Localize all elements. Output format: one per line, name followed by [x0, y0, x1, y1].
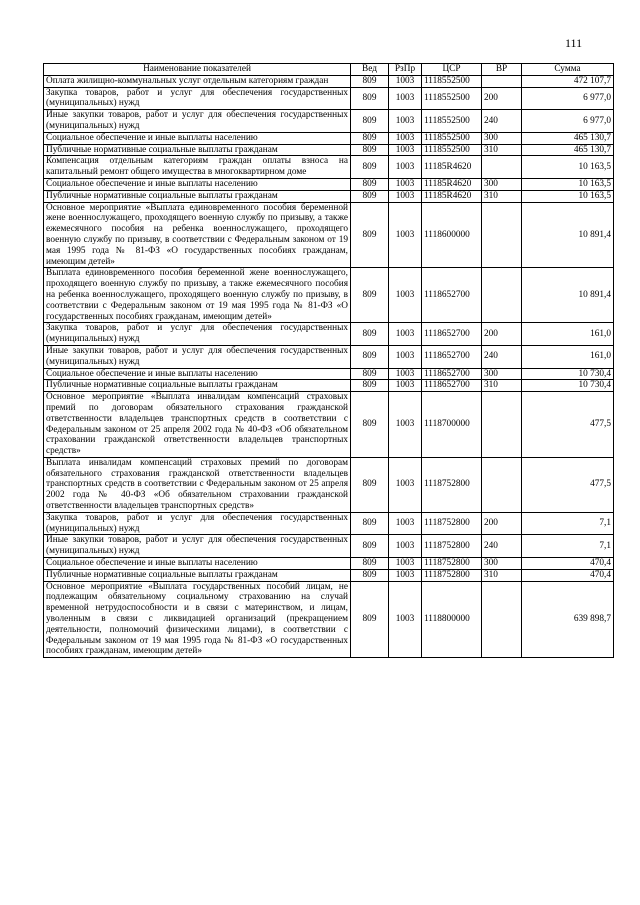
cell-csr: 1118652700: [422, 345, 482, 368]
cell-vr: 310: [482, 380, 522, 392]
cell-ved: 809: [351, 202, 389, 268]
cell-ved: 809: [351, 457, 389, 512]
cell-name: Основное мероприятие «Выплата государственных пособий лицам, не подлежащим обязательному социальному страхованию на случай временной нетрудоспособности и в связи с материнством, и лицам, уволенным в связи с ликвидацией организаций (прекращением деятельности, полномочий физическими лицами), в соответствии с Федеральным законом от 19 мая 1995 года № 81-ФЗ «О государственных пособиях гражданам, имеющим детей»: [44, 581, 351, 658]
table-row: [44, 190, 614, 202]
cell-csr: 1118652700: [422, 368, 482, 380]
cell-name: Основное мероприятие «Выплата инвалидам компенсаций страховых премий по договорам обязательного страхования гражданской ответственности владельцев транспортных средств в соответствии с Федеральным законом от 25 апреля 2002 года № 40-ФЗ «Об обязательном страховании гражданской ответственности владельцев транспортных средств»: [44, 392, 351, 458]
cell-sum: 10 163,5: [522, 178, 614, 190]
cell-rzpr: 1003: [389, 323, 422, 346]
cell-name: Основное мероприятие «Выплата единовременного пособия беременной жене военнослужащего, проходящего военную службу по призыву, а также ежемесячного пособия на ребенка военнослужащего, проходящего военную службу по призыву, в соответствии с Федеральным законом от 19 мая 1995 года № 81-ФЗ «О государственных пособиях гражданам, имеющим детей»: [44, 202, 351, 268]
cell-ved: 809: [351, 87, 389, 110]
cell-rzpr: 1003: [389, 110, 422, 133]
cell-sum: 477,5: [522, 392, 614, 458]
cell-vr: 240: [482, 110, 522, 133]
col-header-name: Наименование показателей: [44, 64, 351, 76]
cell-vr: 310: [482, 190, 522, 202]
table-header-row: [44, 64, 614, 76]
cell-vr: 200: [482, 87, 522, 110]
cell-vr: [482, 268, 522, 323]
cell-sum: 472 107,7: [522, 75, 614, 87]
cell-rzpr: 1003: [389, 156, 422, 179]
cell-csr: 1118700000: [422, 392, 482, 458]
cell-name: Публичные нормативные социальные выплаты гражданам: [44, 144, 351, 156]
budget-table: [43, 63, 614, 658]
cell-ved: 809: [351, 190, 389, 202]
cell-rzpr: 1003: [389, 132, 422, 144]
cell-name: Закупка товаров, работ и услуг для обеспечения государственных (муниципальных) нужд: [44, 87, 351, 110]
cell-name: Иные закупки товаров, работ и услуг для обеспечения государственных (муниципальных) нужд: [44, 535, 351, 558]
col-header-sum: Сумма: [522, 64, 614, 76]
cell-name: Социальное обеспечение и иные выплаты населению: [44, 368, 351, 380]
table-row: [44, 202, 614, 268]
cell-vr: 300: [482, 558, 522, 570]
cell-vr: [482, 457, 522, 512]
cell-ved: 809: [351, 345, 389, 368]
cell-sum: 10 730,4: [522, 380, 614, 392]
cell-ved: 809: [351, 132, 389, 144]
cell-csr: 1118600000: [422, 202, 482, 268]
cell-vr: [482, 202, 522, 268]
table-row: [44, 144, 614, 156]
cell-sum: 470,4: [522, 569, 614, 581]
cell-csr: 1118752800: [422, 558, 482, 570]
cell-vr: 300: [482, 368, 522, 380]
cell-ved: 809: [351, 75, 389, 87]
table-row: [44, 268, 614, 323]
cell-vr: 200: [482, 323, 522, 346]
cell-name: Закупка товаров, работ и услуг для обеспечения государственных (муниципальных) нужд: [44, 512, 351, 535]
cell-sum: 10 891,4: [522, 268, 614, 323]
cell-csr: 1118652700: [422, 268, 482, 323]
cell-rzpr: 1003: [389, 268, 422, 323]
table-row: [44, 569, 614, 581]
cell-sum: 161,0: [522, 323, 614, 346]
col-header-ved: Вед: [351, 64, 389, 76]
cell-name: Оплата жилищно-коммунальных услуг отдельным категориям граждан: [44, 75, 351, 87]
cell-ved: 809: [351, 558, 389, 570]
cell-sum: 477,5: [522, 457, 614, 512]
cell-rzpr: 1003: [389, 457, 422, 512]
col-header-csr: ЦСР: [422, 64, 482, 76]
cell-csr: 1118800000: [422, 581, 482, 658]
cell-csr: 1118752800: [422, 457, 482, 512]
cell-rzpr: 1003: [389, 535, 422, 558]
cell-vr: 310: [482, 569, 522, 581]
cell-ved: 809: [351, 380, 389, 392]
cell-ved: 809: [351, 268, 389, 323]
cell-sum: 470,4: [522, 558, 614, 570]
table-row: [44, 345, 614, 368]
cell-sum: 161,0: [522, 345, 614, 368]
table-row: [44, 87, 614, 110]
cell-rzpr: 1003: [389, 87, 422, 110]
cell-name: Выплата единовременного пособия беременной жене военнослужащего, проходящего военную службу по призыву, а также ежемесячного пособия на ребенка военнослужащего, проходящего военную службу по призыву, в соответствии с Федеральным законом от 19 мая 1995 года № 81-ФЗ «О государственных пособиях гражданам, имеющим детей»: [44, 268, 351, 323]
cell-name: Социальное обеспечение и иные выплаты населению: [44, 558, 351, 570]
cell-vr: [482, 75, 522, 87]
cell-sum: 7,1: [522, 512, 614, 535]
cell-vr: [482, 156, 522, 179]
cell-rzpr: 1003: [389, 569, 422, 581]
cell-vr: 240: [482, 535, 522, 558]
cell-ved: 809: [351, 323, 389, 346]
table-row: [44, 392, 614, 458]
cell-rzpr: 1003: [389, 345, 422, 368]
cell-name: Публичные нормативные социальные выплаты гражданам: [44, 569, 351, 581]
cell-vr: 300: [482, 178, 522, 190]
cell-rzpr: 1003: [389, 392, 422, 458]
cell-csr: 1118752800: [422, 512, 482, 535]
cell-ved: 809: [351, 392, 389, 458]
cell-sum: 6 977,0: [522, 110, 614, 133]
page-number: 111: [565, 36, 583, 50]
table-row: [44, 380, 614, 392]
cell-ved: 809: [351, 110, 389, 133]
cell-name: Социальное обеспечение и иные выплаты населению: [44, 178, 351, 190]
cell-vr: [482, 392, 522, 458]
cell-name: Социальное обеспечение и иные выплаты населению: [44, 132, 351, 144]
table-row: [44, 368, 614, 380]
cell-vr: 300: [482, 132, 522, 144]
cell-ved: 809: [351, 156, 389, 179]
cell-sum: 7,1: [522, 535, 614, 558]
cell-vr: 240: [482, 345, 522, 368]
cell-name: Компенсация отдельным категориям граждан оплаты взноса на капитальный ремонт общего имущества в многоквартирном доме: [44, 156, 351, 179]
cell-sum: 6 977,0: [522, 87, 614, 110]
cell-sum: 10 163,5: [522, 156, 614, 179]
cell-ved: 809: [351, 581, 389, 658]
table-row: [44, 581, 614, 658]
cell-csr: 11185R4620: [422, 178, 482, 190]
col-header-rzpr: РзПр: [389, 64, 422, 76]
table-row: [44, 457, 614, 512]
cell-vr: 310: [482, 144, 522, 156]
cell-name: Закупка товаров, работ и услуг для обеспечения государственных (муниципальных) нужд: [44, 323, 351, 346]
cell-csr: 1118752800: [422, 569, 482, 581]
cell-sum: 10 891,4: [522, 202, 614, 268]
cell-sum: 10 163,5: [522, 190, 614, 202]
cell-csr: 1118652700: [422, 380, 482, 392]
cell-rzpr: 1003: [389, 380, 422, 392]
cell-ved: 809: [351, 512, 389, 535]
table-row: [44, 558, 614, 570]
table-row: [44, 323, 614, 346]
cell-rzpr: 1003: [389, 581, 422, 658]
cell-csr: 1118652700: [422, 323, 482, 346]
cell-rzpr: 1003: [389, 75, 422, 87]
cell-name: Публичные нормативные социальные выплаты гражданам: [44, 190, 351, 202]
cell-ved: 809: [351, 144, 389, 156]
cell-ved: 809: [351, 535, 389, 558]
cell-rzpr: 1003: [389, 512, 422, 535]
cell-rzpr: 1003: [389, 558, 422, 570]
col-header-vr: ВР: [482, 64, 522, 76]
table-row: [44, 156, 614, 179]
cell-csr: 1118552500: [422, 144, 482, 156]
cell-rzpr: 1003: [389, 144, 422, 156]
table-row: [44, 75, 614, 87]
cell-sum: 639 898,7: [522, 581, 614, 658]
cell-ved: 809: [351, 178, 389, 190]
cell-csr: 1118752800: [422, 535, 482, 558]
cell-ved: 809: [351, 368, 389, 380]
cell-csr: 1118552500: [422, 75, 482, 87]
cell-csr: 11185R4620: [422, 156, 482, 179]
cell-sum: 465 130,7: [522, 132, 614, 144]
cell-rzpr: 1003: [389, 190, 422, 202]
table-row: [44, 178, 614, 190]
cell-sum: 10 730,4: [522, 368, 614, 380]
cell-name: Иные закупки товаров, работ и услуг для обеспечения государственных (муниципальных) нужд: [44, 110, 351, 133]
cell-csr: 11185R4620: [422, 190, 482, 202]
cell-rzpr: 1003: [389, 202, 422, 268]
cell-vr: [482, 581, 522, 658]
cell-csr: 1118552500: [422, 87, 482, 110]
table-row: [44, 535, 614, 558]
cell-name: Публичные нормативные социальные выплаты гражданам: [44, 380, 351, 392]
cell-sum: 465 130,7: [522, 144, 614, 156]
cell-vr: 200: [482, 512, 522, 535]
cell-rzpr: 1003: [389, 178, 422, 190]
table-row: [44, 512, 614, 535]
cell-ved: 809: [351, 569, 389, 581]
table-row: [44, 132, 614, 144]
cell-rzpr: 1003: [389, 368, 422, 380]
table-row: [44, 110, 614, 133]
cell-csr: 1118552500: [422, 110, 482, 133]
cell-name: Выплата инвалидам компенсаций страховых премий по договорам обязательного страхования гражданской ответственности владельцев транспортных средств в соответствии с Федеральным законом от 25 апреля 2002 года № 40-ФЗ «Об обязательном страховании гражданской ответственности владельцев транспортных средств»: [44, 457, 351, 512]
cell-name: Иные закупки товаров, работ и услуг для обеспечения государственных (муниципальных) нужд: [44, 345, 351, 368]
cell-csr: 1118552500: [422, 132, 482, 144]
